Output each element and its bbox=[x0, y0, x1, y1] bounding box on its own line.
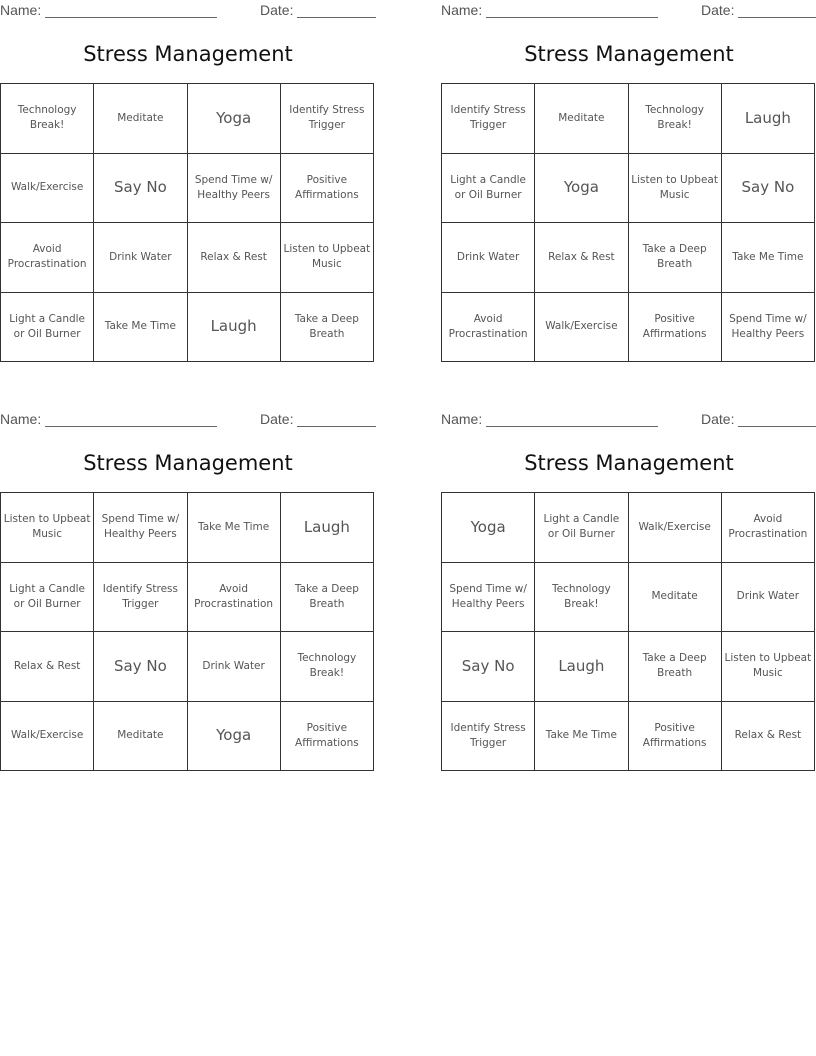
bingo-cell[interactable]: Light a Candle or Oil Burner bbox=[442, 154, 535, 224]
name-date-row bbox=[441, 2, 816, 20]
date-blank-line[interactable] bbox=[738, 426, 816, 427]
bingo-cell[interactable]: Laugh bbox=[281, 493, 374, 563]
bingo-card bbox=[441, 0, 816, 370]
bingo-cell[interactable]: Identify Stress Trigger bbox=[94, 563, 187, 633]
bingo-cell[interactable]: Meditate bbox=[94, 84, 187, 154]
bingo-cell[interactable]: Yoga bbox=[188, 84, 281, 154]
bingo-cell[interactable]: Take a Deep Breath bbox=[281, 293, 374, 363]
bingo-cell[interactable]: Technology Break! bbox=[535, 563, 628, 633]
name-label: Name: bbox=[441, 411, 483, 427]
bingo-cell[interactable]: Positive Affirmations bbox=[629, 293, 722, 363]
bingo-cell[interactable]: Take Me Time bbox=[94, 293, 187, 363]
date-blank-line[interactable] bbox=[738, 17, 816, 18]
bingo-cell[interactable]: Relax & Rest bbox=[1, 632, 94, 702]
date-label: Date: bbox=[260, 411, 294, 427]
bingo-grid bbox=[0, 83, 374, 362]
bingo-cell[interactable]: Avoid Procrastination bbox=[722, 493, 815, 563]
bingo-cell[interactable]: Drink Water bbox=[442, 223, 535, 293]
bingo-cell[interactable]: Listen to Upbeat Music bbox=[722, 632, 815, 702]
bingo-cell[interactable]: Drink Water bbox=[188, 632, 281, 702]
name-blank-line[interactable] bbox=[486, 426, 658, 427]
bingo-grid bbox=[0, 492, 374, 771]
bingo-cell[interactable]: Identify Stress Trigger bbox=[442, 84, 535, 154]
card-title: Stress Management bbox=[524, 451, 734, 475]
bingo-cell[interactable]: Take Me Time bbox=[722, 223, 815, 293]
bingo-cell[interactable]: Light a Candle or Oil Burner bbox=[1, 293, 94, 363]
bingo-cell[interactable]: Relax & Rest bbox=[535, 223, 628, 293]
bingo-cell[interactable]: Take a Deep Breath bbox=[281, 563, 374, 633]
bingo-cell[interactable]: Walk/Exercise bbox=[1, 702, 94, 772]
bingo-card bbox=[441, 409, 816, 779]
bingo-card bbox=[0, 0, 376, 370]
name-label: Name: bbox=[441, 2, 483, 18]
bingo-cell[interactable]: Take Me Time bbox=[188, 493, 281, 563]
card-title: Stress Management bbox=[524, 42, 734, 66]
bingo-cell[interactable]: Say No bbox=[442, 632, 535, 702]
bingo-cell[interactable]: Say No bbox=[94, 154, 187, 224]
bingo-cell[interactable]: Technology Break! bbox=[629, 84, 722, 154]
bingo-cell[interactable]: Technology Break! bbox=[281, 632, 374, 702]
bingo-cell[interactable]: Listen to Upbeat Music bbox=[629, 154, 722, 224]
bingo-cell[interactable]: Light a Candle or Oil Burner bbox=[535, 493, 628, 563]
bingo-cell[interactable]: Take a Deep Breath bbox=[629, 223, 722, 293]
bingo-cell[interactable]: Avoid Procrastination bbox=[442, 293, 535, 363]
bingo-cell[interactable]: Identify Stress Trigger bbox=[281, 84, 374, 154]
bingo-cell[interactable]: Light a Candle or Oil Burner bbox=[1, 563, 94, 633]
bingo-cell[interactable]: Walk/Exercise bbox=[629, 493, 722, 563]
bingo-cell[interactable]: Listen to Upbeat Music bbox=[1, 493, 94, 563]
name-date-row bbox=[0, 2, 376, 20]
date-blank-line[interactable] bbox=[297, 426, 376, 427]
name-label: Name: bbox=[0, 411, 42, 427]
name-blank-line[interactable] bbox=[486, 17, 658, 18]
bingo-cell[interactable]: Identify Stress Trigger bbox=[442, 702, 535, 772]
name-blank-line[interactable] bbox=[45, 17, 217, 18]
bingo-cell[interactable]: Technology Break! bbox=[1, 84, 94, 154]
bingo-cell[interactable]: Spend Time w/ Healthy Peers bbox=[94, 493, 187, 563]
bingo-cell[interactable]: Say No bbox=[722, 154, 815, 224]
bingo-cell[interactable]: Drink Water bbox=[94, 223, 187, 293]
bingo-cell[interactable]: Yoga bbox=[188, 702, 281, 772]
bingo-cell[interactable]: Relax & Rest bbox=[722, 702, 815, 772]
bingo-card bbox=[0, 409, 376, 779]
bingo-cell[interactable]: Spend Time w/ Healthy Peers bbox=[442, 563, 535, 633]
bingo-cell[interactable]: Meditate bbox=[629, 563, 722, 633]
bingo-cell[interactable]: Meditate bbox=[535, 84, 628, 154]
name-blank-line[interactable] bbox=[45, 426, 217, 427]
bingo-cell[interactable]: Laugh bbox=[188, 293, 281, 363]
bingo-grid bbox=[441, 83, 815, 362]
date-label: Date: bbox=[260, 2, 294, 18]
name-date-row bbox=[0, 411, 376, 429]
bingo-cell[interactable]: Take a Deep Breath bbox=[629, 632, 722, 702]
bingo-cell[interactable]: Take Me Time bbox=[535, 702, 628, 772]
bingo-cell[interactable]: Walk/Exercise bbox=[535, 293, 628, 363]
bingo-cell[interactable]: Say No bbox=[94, 632, 187, 702]
bingo-grid bbox=[441, 492, 815, 771]
date-label: Date: bbox=[701, 411, 735, 427]
bingo-cell[interactable]: Walk/Exercise bbox=[1, 154, 94, 224]
bingo-cell[interactable]: Relax & Rest bbox=[188, 223, 281, 293]
bingo-cell[interactable]: Yoga bbox=[535, 154, 628, 224]
bingo-cell[interactable]: Avoid Procrastination bbox=[188, 563, 281, 633]
bingo-cell[interactable]: Listen to Upbeat Music bbox=[281, 223, 374, 293]
bingo-cell[interactable]: Positive Affirmations bbox=[281, 154, 374, 224]
name-date-row bbox=[441, 411, 816, 429]
bingo-cell[interactable]: Spend Time w/ Healthy Peers bbox=[188, 154, 281, 224]
bingo-cell[interactable]: Laugh bbox=[722, 84, 815, 154]
bingo-cell[interactable]: Meditate bbox=[94, 702, 187, 772]
bingo-cell[interactable]: Laugh bbox=[535, 632, 628, 702]
bingo-cell[interactable]: Drink Water bbox=[722, 563, 815, 633]
bingo-cell[interactable]: Spend Time w/ Healthy Peers bbox=[722, 293, 815, 363]
bingo-cell[interactable]: Yoga bbox=[442, 493, 535, 563]
date-label: Date: bbox=[701, 2, 735, 18]
bingo-cell[interactable]: Positive Affirmations bbox=[281, 702, 374, 772]
date-blank-line[interactable] bbox=[297, 17, 376, 18]
bingo-cell[interactable]: Avoid Procrastination bbox=[1, 223, 94, 293]
bingo-cell[interactable]: Positive Affirmations bbox=[629, 702, 722, 772]
name-label: Name: bbox=[0, 2, 42, 18]
card-title: Stress Management bbox=[83, 451, 293, 475]
card-title: Stress Management bbox=[83, 42, 293, 66]
